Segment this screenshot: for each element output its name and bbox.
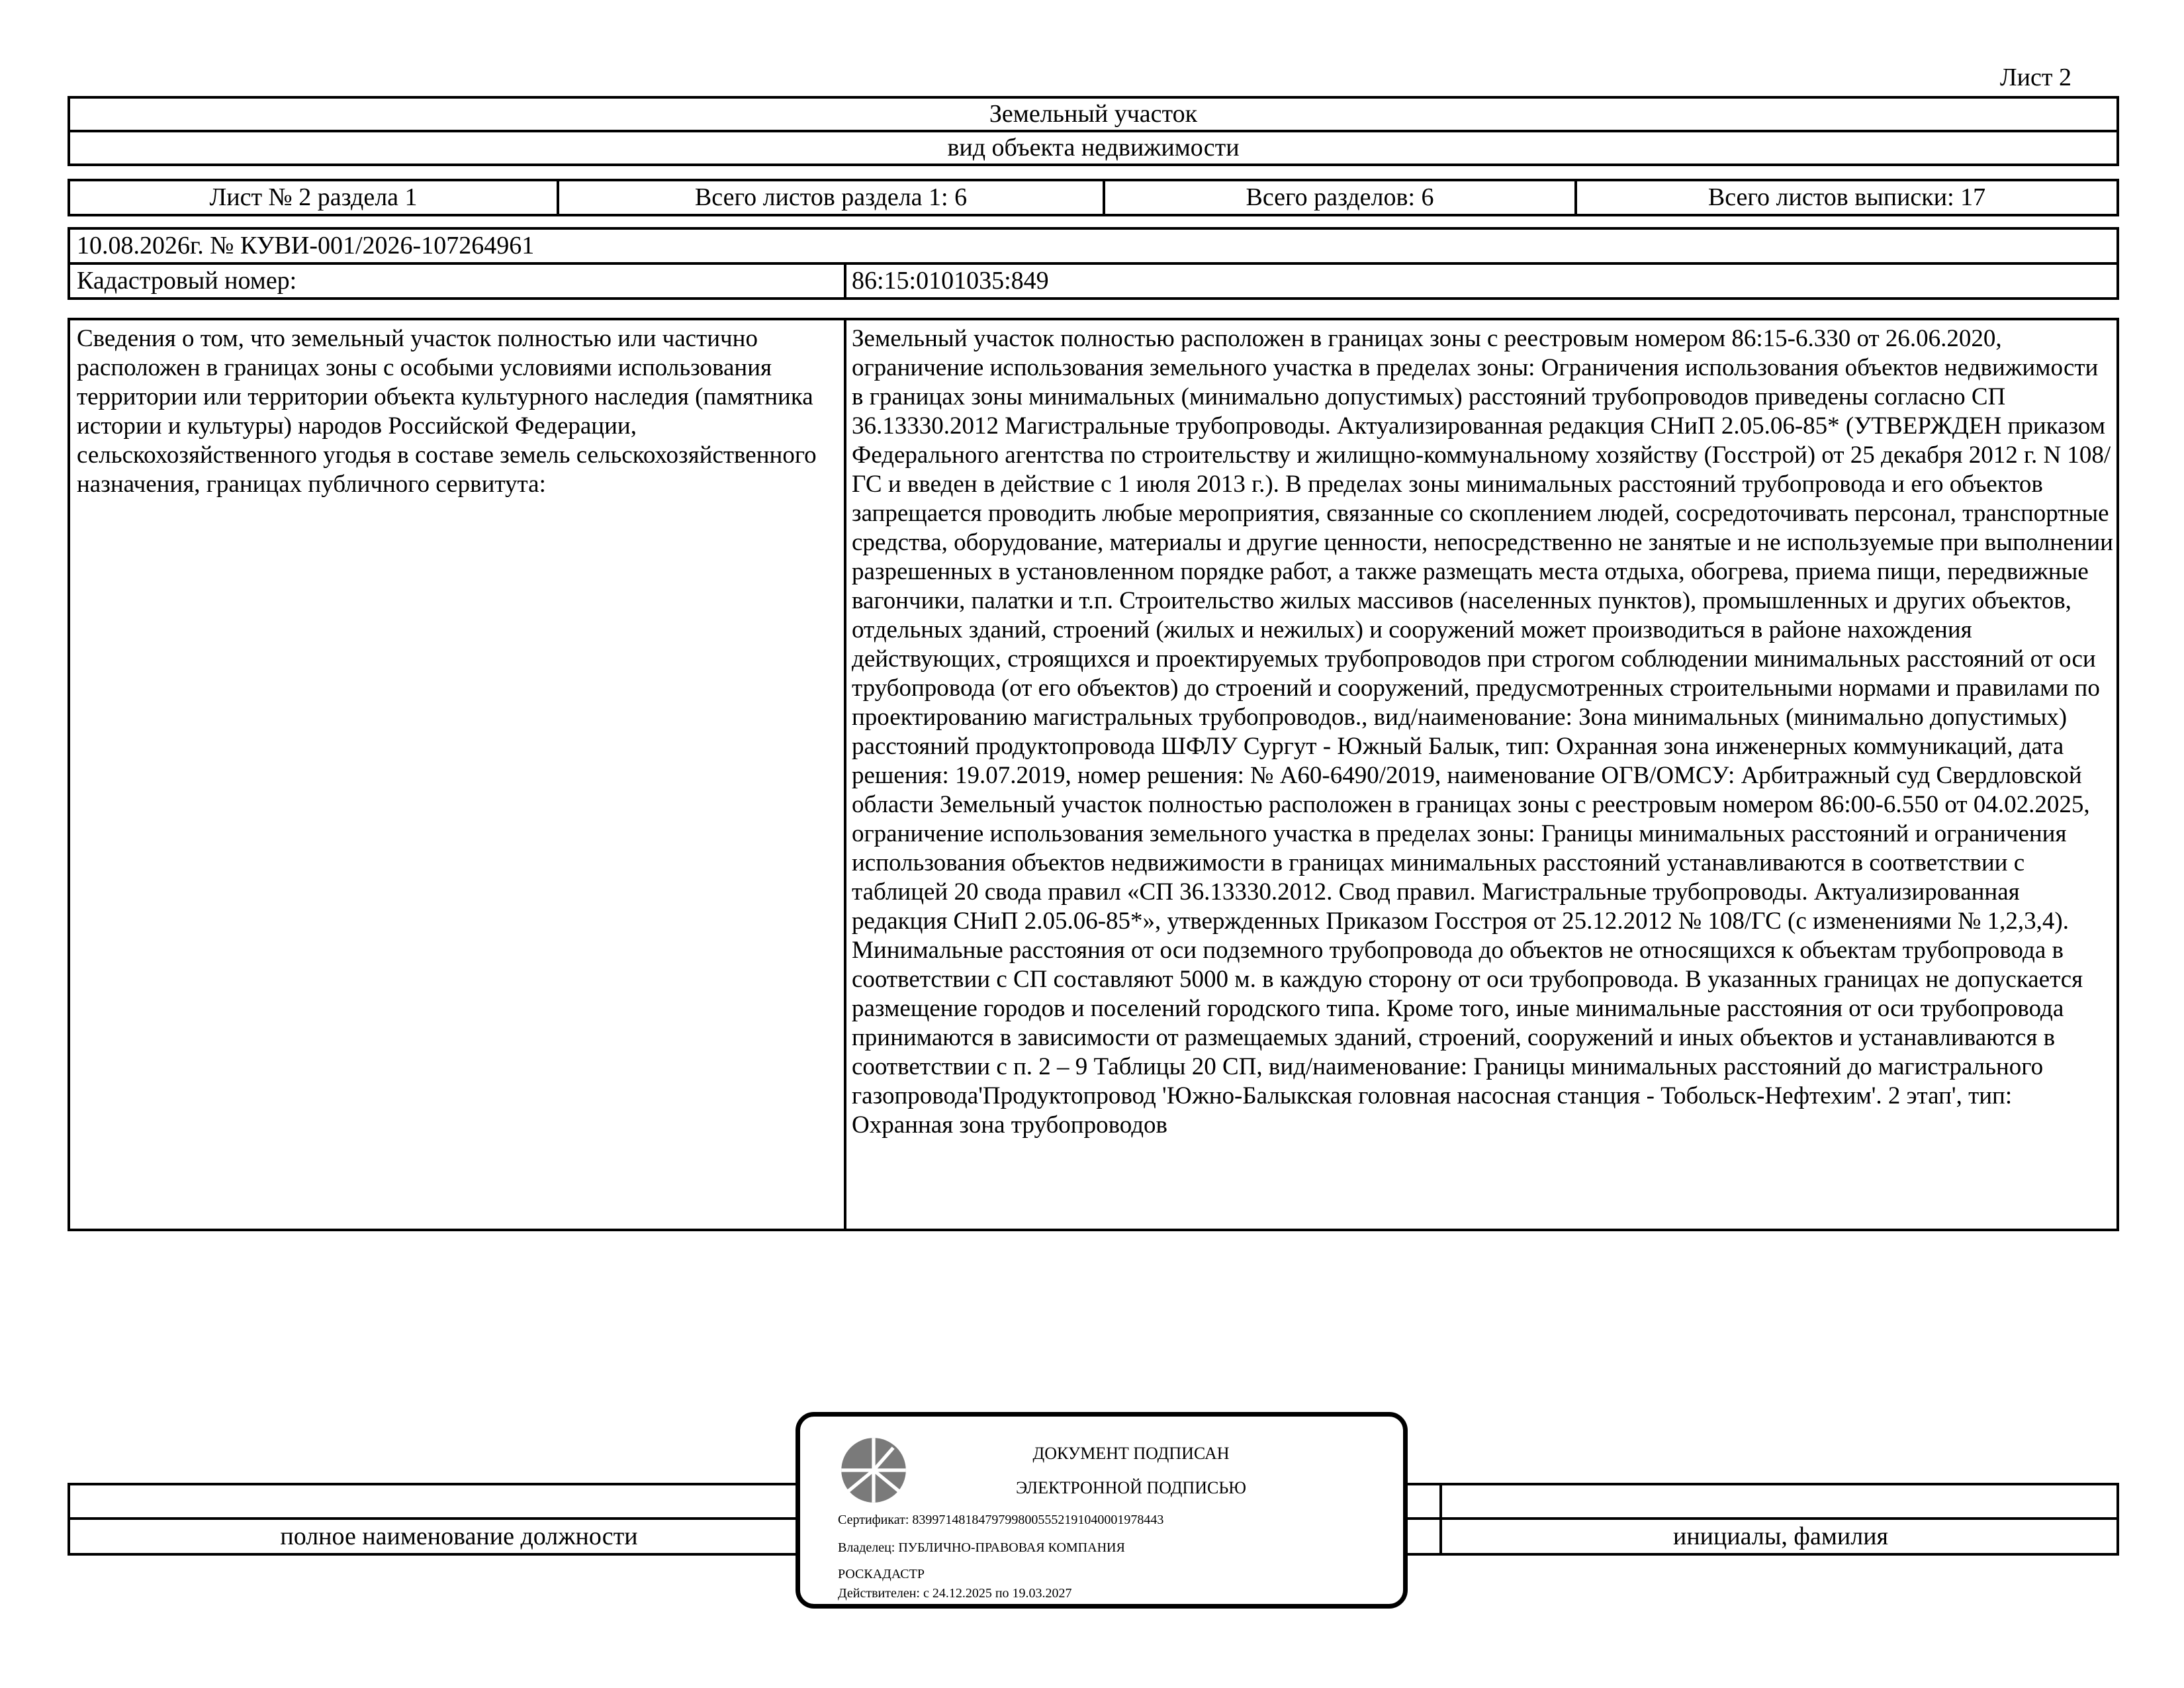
total-sheets-section: Всего листов раздела 1: 6 [559, 181, 1105, 214]
stamp-owner-name: РОСКАДАСТР [838, 1567, 925, 1581]
cadastral-value: 86:15:0101035:849 [852, 267, 1049, 295]
sheet-number: Лист 2 [1999, 64, 2071, 91]
stamp-title-line1: ДОКУМЕНТ ПОДПИСАН [1032, 1444, 1230, 1463]
total-sheets-extract: Всего листов выписки: 17 [1707, 183, 1986, 211]
position-caption: полное наименование должности [280, 1523, 638, 1550]
zone-info-row [68, 318, 2119, 1231]
registration-number: 10.08.2026г. № КУВИ-001/2026-107264961 [68, 227, 2119, 265]
zone-info-value: Земельный участок полностью расположен в границах зоны с реестровым номером 86:15-6.330 от 26.06.2020, ограничение использования земельного участка в пределах зоны: Ограничения использования объектов недвижимости в границах зоны минимальных (минимально допустимых) расстояний трубопроводов приведены согласно СП 36.13330.2012 Магистральные трубопроводы. Актуализированная редакция СНиП 2.05.06-85* (УТВЕРЖДЕН приказом Федерального агентства по строительству и жилищно-коммунальному хозяйству (Госстрой) от 25 декабря 2012 г. N 108/ГС и введен в действие с 1 июля 2013 г.). В пределах зоны минимальных расстояний трубопровода и его объектов запрещается проводить любые мероприятия, связанные со скоплением людей, сосредоточивать персонал, транспортные средства, оборудование, материалы и другие ценности, непосредственно не занятые и не используемые при выполнении разрешенных в установленном порядке работ, а также размещать места отдыха, обогрева, приема пищи, передвижные вагончики, палатки и т.п. Строительство жилых массивов (населенных пунктов), промышленных и других объектов, отдельных зданий, строений (жилых и нежилых) и сооружений может производиться в районе нахождения действующих, строящихся и проектируемых трубопроводов при строгом соблюдении минимальных расстояний от оси трубопровода (от его объектов) до строений и сооружений, предусмотренных строительными нормами и правилами по проектированию магистральных трубопроводов., вид/наименование: Зона минимальных (минимально допустимых) расстояний продуктопровода ШФЛУ Сургут - Южный Балык, тип: Охранная зона инженерных коммуникаций, дата решения: 19.07.2019, номер решения: № А60-6490/2019, наименование ОГВ/ОМСУ: Арбитражный суд Свердловской области Земельный участок полностью расположен в границах зоны с реестровым номером 86:00-6.550 от 04.02.2025, ограничение использования земельного участка в пределах зоны: Границы минимальных расстояний и ограничения использования объектов недвижимости в границах минимальных расстояний устанавливаются в соответствии с таблицей 20 свода правил «СП 36.13330.2012. Свод правил. Магистральные трубопроводы. Актуализированная редакция СНиП 2.05.06-85*», утвержденных Приказом Госстроя от 25.12.2012 № 108/ГС (с изменениями № 1,2,3,4). Минимальные расстояния от оси подземного трубопровода до объектов не относящихся к объектам трубопровода в соответствии с СП составляют 5000 м. в каждую сторону от оси трубопровода. В указанных границах не допускается размещение городов и поселений городского типа. Кроме того, иные минимальные расстояния от оси трубопровода принимаются в зависимости от размещаемых зданий, строений, сооружений и иных объектов и устанавливаются в соответствии с п. 2 – 9 Таблицы 20 СП, вид/наименование: Границы минимальных расстояний до магистрального газопровода'Продуктопровод 'Южно-Балыкская головная насосная станция - Тобольск-Нефтехим'. 2 этап', тип: Охранная зона трубопроводов [852, 325, 2113, 1139]
roskadastr-logo-icon [839, 1435, 909, 1505]
zone-info-label: Сведения о том, что земельный участок полностью или частично расположен в границах зоны с особыми условиями использования территории или территории объекта культурного наследия (памятника истории и культуры) народов Российской Федерации, сельскохозяйственного угодья в составе земель сельскохозяйственного назначения, границах публичного сервитута: [70, 320, 846, 1229]
object-title: Земельный участок [68, 96, 2119, 132]
name-caption: инициалы, фамилия [1672, 1523, 1889, 1550]
counts-row [68, 179, 2119, 216]
cadastral-label: Кадастровый номер: [70, 265, 846, 297]
object-type-caption: вид объекта недвижимости [68, 130, 2119, 166]
stamp-validity: Действителен: с 24.12.2025 по 19.03.2027 [838, 1586, 1072, 1601]
sheet-of-section: Лист № 2 раздела 1 [70, 181, 559, 214]
electronic-signature-stamp [796, 1412, 1408, 1609]
cadastral-row [68, 262, 2119, 300]
total-sections: Всего разделов: 6 [1105, 181, 1577, 214]
stamp-certificate: Сертификат: 83997148184797998005552191040001978443 [838, 1513, 1164, 1527]
stamp-owner: Владелец: ПУБЛИЧНО-ПРАВОВАЯ КОМПАНИЯ [838, 1540, 1125, 1555]
stamp-title-line2: ЭЛЕКТРОННОЙ ПОДПИСЬЮ [1016, 1478, 1246, 1497]
